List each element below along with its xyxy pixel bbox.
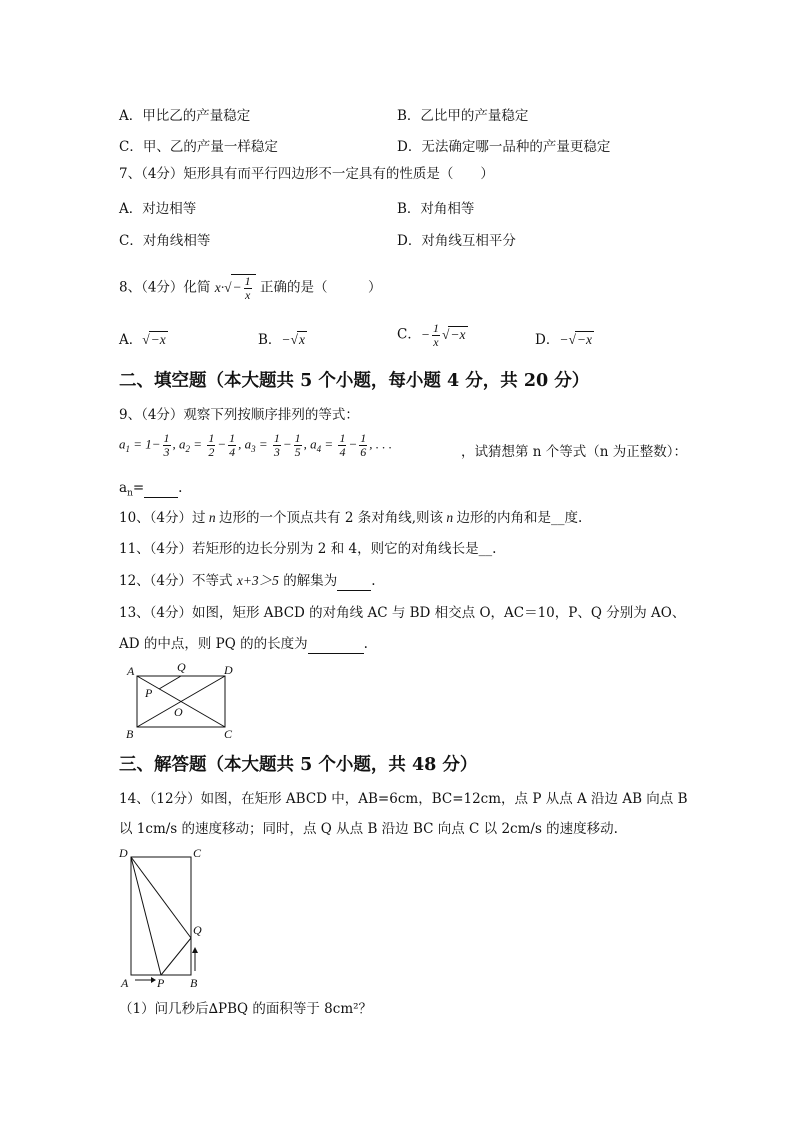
q14-subquestion-1: （1）问几秒后∆PBQ 的面积等于 8cm²？: [119, 1001, 373, 1017]
q13-line2-end: .: [363, 636, 368, 652]
q6-option-c: C．甲、乙的产量一样稳定: [119, 139, 278, 155]
q8-option-a: A．√−x: [119, 332, 166, 348]
fig13-label-q: Q: [177, 660, 186, 674]
fig13-label-b: B: [126, 727, 134, 740]
q9-answer-line: [119, 479, 182, 503]
fig13-label-d: D: [224, 663, 233, 677]
q6-option-b: B．乙比甲的产量稳定: [397, 108, 529, 124]
fig14-label-q: Q: [193, 923, 202, 937]
fig14-label-a: A: [121, 976, 129, 990]
q8-option-c-label: C．: [397, 326, 421, 343]
q8-expression: x·√− $\frac{1}{x}$: [215, 280, 256, 295]
q9-answer-end: .: [178, 480, 183, 496]
q13-rectangle-figure: [120, 660, 245, 740]
q6-option-d: D．无法确定哪一品种的产量更稳定: [397, 139, 611, 155]
section-fill-in-title: 二、填空题（本大题共 5 个小题，每小题 4 分，共 20 分）: [119, 371, 590, 391]
q13-line1: 13、（4分）如图，矩形 ABCD 的对角线 AC 与 BD 相交点 O，AC＝10，P、Q 分别为 AO、: [119, 605, 686, 621]
fig13-label-a: A: [127, 664, 135, 678]
q7-stem: 7、（4分）矩形具有而平行四边形不一定具有的性质是（ ）: [119, 166, 494, 182]
fig13-label-o: O: [174, 705, 183, 719]
q8-stem-suffix: 正确的是（ ）: [259, 279, 382, 296]
q8-option-b: B．−√x: [258, 332, 305, 348]
fig14-label-c: C: [193, 846, 202, 860]
q12-stem: [119, 572, 376, 591]
fig13-label-c: C: [224, 727, 233, 740]
q10-mid: 边形的一个顶点共有 2 条对角线,则该: [219, 510, 443, 526]
fig13-segment-pq: [159, 676, 181, 689]
q13-line2: [119, 635, 368, 654]
q9-sequence: $a_1 = 1-$ $\frac{1}{3}$ , $a_2$ = $\frac{1}{2}$ − $\frac{1}{4}$ , $a_3$ = $\frac{1}{3}$ − $\frac{1}{5}$ , $a_4$ = $\frac{1}{4}$ − $\frac{1}{6}$ , . . .: [119, 431, 392, 459]
q9-answer-sub: n: [127, 488, 133, 499]
q7-option-a: A．对边相等: [119, 201, 197, 217]
fig14-arrowhead-ap: [151, 977, 156, 983]
q8-stem: [119, 274, 381, 302]
q8-option-a-label: A．: [119, 332, 143, 348]
q12-prefix: 12、（4分）不等式: [119, 573, 233, 589]
fig14-segment-dq: [131, 857, 191, 938]
q10-prefix: 10、（4分）过: [119, 510, 206, 526]
fig14-segment-dp: [131, 857, 161, 975]
fig14-segment-pq: [161, 938, 191, 975]
section-solution-title: 三、解答题（本大题共 5 个小题，共 48 分）: [119, 755, 478, 775]
q6-option-a: A．甲比乙的产量稳定: [119, 108, 251, 124]
q8-option-b-label: B．: [258, 332, 282, 348]
q13-line2-prefix: AD 的中点，则 PQ 的的长度为: [119, 636, 308, 652]
q12-expression: x+3＞5: [236, 573, 279, 588]
fig14-label-b: B: [190, 976, 198, 990]
q14-rectangle-figure: [117, 843, 207, 993]
fig14-label-d: D: [119, 846, 128, 860]
q9-stem: 9、（4分）观察下列按顺序排列的等式：: [119, 407, 359, 423]
q12-answer-blank[interactable]: [337, 572, 371, 591]
q9-answer-blank[interactable]: [144, 479, 178, 498]
fig14-rectangle: [131, 857, 191, 975]
fig14-label-p: P: [157, 976, 165, 990]
q12-suffix: 的解集为: [283, 573, 338, 589]
q11-stem: 11、（4分）若矩形的边长分别为 2 和 4，则它的对角线长是__.: [119, 541, 497, 557]
q7-option-c: C．对角线相等: [119, 233, 211, 249]
q10-end: 边形的内角和是__度.: [456, 510, 583, 526]
fig13-label-p: P: [145, 686, 153, 700]
q10-stem: 10、（4分）过 n 边形的一个顶点共有 2 条对角线,则该 n 边形的内角和是__度.: [119, 510, 583, 526]
q9-answer-suffix: =: [132, 480, 145, 496]
q12-end: .: [371, 573, 376, 589]
q14-line1: 14、（12分）如图，在矩形 ABCD 中，AB=6cm，BC=12cm，点 P 从点 A 沿边 AB 向点 B: [119, 791, 688, 807]
q9-tail: ，试猜想第 n 个等式（n 为正整数）：: [461, 444, 688, 460]
q8-option-c: C．− $\frac{1}{x}$ √−x: [397, 321, 466, 349]
q7-option-b: B．对角相等: [397, 201, 475, 217]
q7-option-d: D．对角线互相平分: [397, 233, 516, 249]
q8-option-d-label: D．: [535, 332, 560, 348]
q14-line2: 以 1cm/s 的速度移动；同时，点 Q 从点 B 沿边 BC 向点 C 以 2cm/s 的速度移动.: [119, 821, 618, 837]
q13-answer-blank[interactable]: [308, 635, 364, 654]
q9-answer-prefix: a: [119, 480, 128, 496]
q8-option-d: D．−√−x: [535, 332, 592, 348]
q8-stem-prefix: 8、（4分）化简: [119, 279, 211, 296]
fig14-arrowhead-bq: [192, 947, 198, 953]
